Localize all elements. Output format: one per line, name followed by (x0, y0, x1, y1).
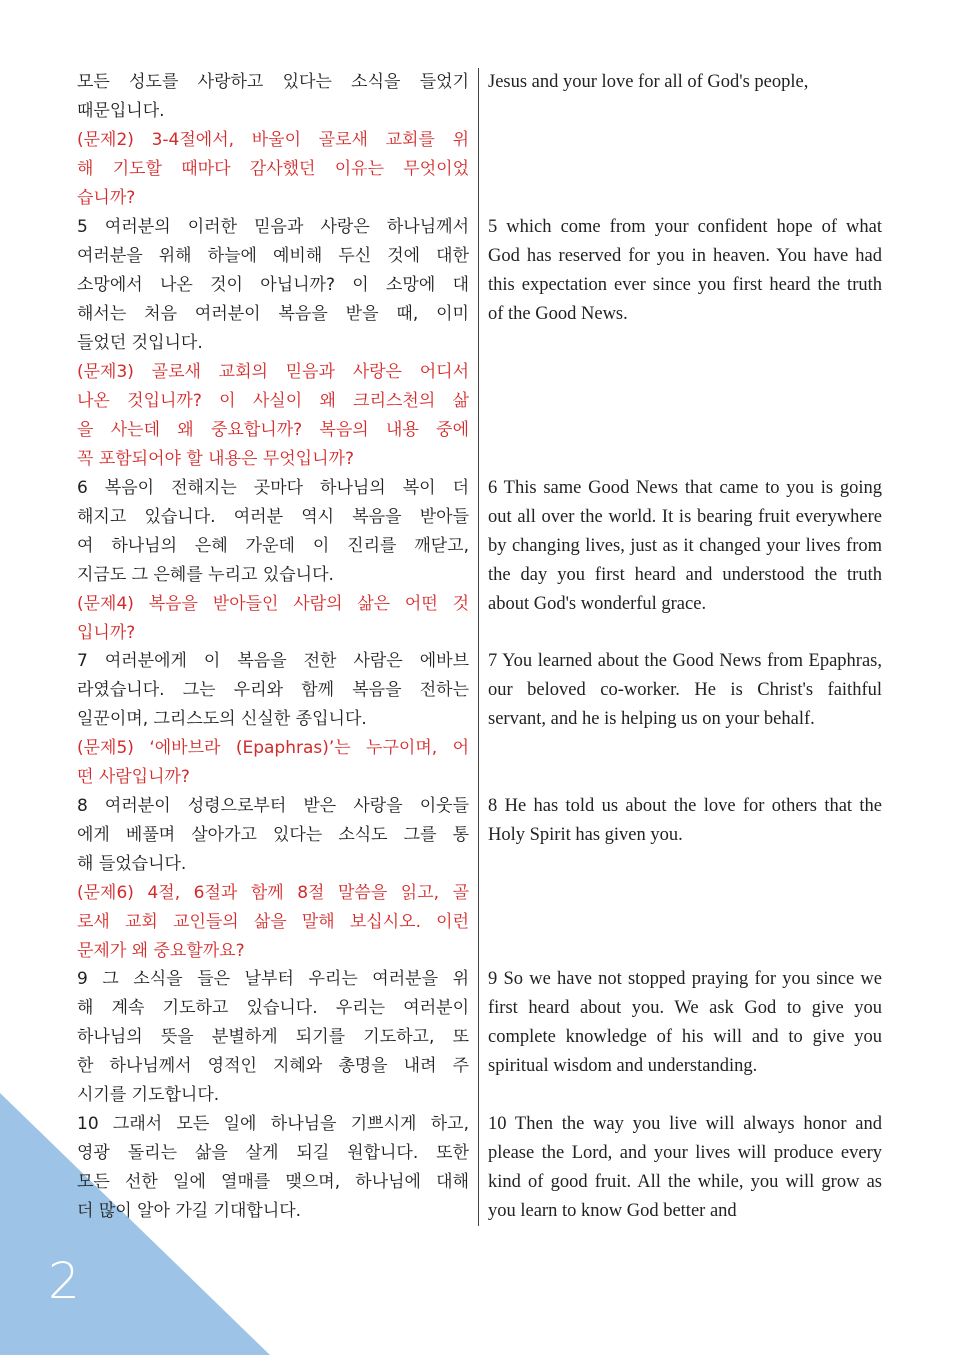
question-line: (문제6) 4절, 6절과 함께 8절 말씀을 읽고, 골 (77, 883, 469, 903)
question-line: 나온 것입니까? 이 사실이 왜 크리스천의 삶 (77, 391, 469, 411)
question-line: 습니까? (77, 188, 136, 208)
korean-line: 소망에서 나온 것이 아닙니까? 이 소망에 대 (77, 275, 469, 295)
korean-text (77, 1110, 469, 1226)
korean-line: 6 복음이 전해지는 곳마다 하나님의 복이 더 (77, 478, 469, 498)
english-text: 9 So we have not stopped praying for you since we first heard about you. We ask God to give you complete knowledge of his will and to give you spiritual wisdom and understanding. (488, 969, 882, 1076)
korean-line: 하나님의 뜻을 분별하게 되기를 기도하고, 또 (77, 1027, 469, 1047)
korean-line: 7 여러분에게 이 복음을 전한 사람은 에바브 (77, 651, 469, 671)
korean-line: 해 들었습니다. (77, 854, 187, 874)
question-line: (문제2) 3-4절에서, 바울이 골로새 교회를 위 (77, 130, 469, 150)
english-text: 5 which come from your confident hope of what God has reserved for you in heaven. You have had this expectation ever since you first heard the truth of the Good News. (488, 217, 882, 324)
korean-line: 에게 베풀며 살아가고 있다는 소식도 그를 통 (77, 825, 469, 845)
question-line: 을 사는데 왜 중요합니까? 복음의 내용 중에 (77, 420, 469, 440)
korean-line: 더 많이 알아 가길 기대합니다. (77, 1201, 302, 1221)
korean-line: 해서는 처음 여러분이 복음을 받을 때, 이미 (77, 304, 469, 324)
question-line: 떤 사람입니까? (77, 767, 190, 787)
korean-line: 해지고 있습니다. 여러분 역시 복음을 받아들 (77, 507, 469, 527)
korean-text (77, 68, 469, 213)
column-divider (478, 68, 479, 1226)
korean-line: 들었던 것입니다. (77, 333, 203, 353)
korean-text (77, 792, 469, 966)
english-text: 7 You learned about the Good News from Epaphras, our beloved co-worker. He is Christ's faithful servant, and he is helping us on your behalf. (488, 651, 882, 729)
question-line: 문제가 왜 중요할까요? (77, 941, 245, 961)
korean-text (77, 474, 469, 648)
korean-line: 해 계속 기도하고 있습니다. 우리는 여러분이 (77, 998, 469, 1018)
korean-line: 라였습니다. 그는 우리와 함께 복음을 전하는 (77, 680, 469, 700)
question-line: 입니까? (77, 623, 136, 643)
korean-line: 때문입니다. (77, 101, 165, 121)
page-number: 2 (48, 1252, 80, 1310)
korean-line: 영광 돌리는 삶을 살게 되길 원합니다. 또한 (77, 1143, 469, 1163)
korean-line: 5 여러분의 이러한 믿음과 사랑은 하나님께서 (77, 217, 469, 237)
english-text: 10 Then the way you live will always honor and please the Lord, and your lives will produce every kind of good fruit. All the while, you will grow as you learn to know God better and (488, 1114, 882, 1221)
korean-line: 9 그 소식을 들은 날부터 우리는 여러분을 위 (77, 969, 469, 989)
korean-text (77, 213, 469, 474)
korean-text (77, 647, 469, 792)
english-text: Jesus and your love for all of God's people, (488, 72, 809, 92)
english-text: 6 This same Good News that came to you is going out all over the world. It is bearing fruit everywhere by changing lives, just as it changed your lives from the day you first heard and understood the truth about God's wonderful grace. (488, 478, 882, 614)
korean-line: 일꾼이며, 그리스도의 신실한 종입니다. (77, 709, 367, 729)
korean-line: 지금도 그 은혜를 누리고 있습니다. (77, 565, 334, 585)
korean-line: 8 여러분이 성령으로부터 받은 사랑을 이웃들 (77, 796, 469, 816)
korean-line: 여 하나님의 은혜 가운데 이 진리를 깨닫고, (77, 536, 469, 556)
korean-line: 여러분을 위해 하늘에 예비해 두신 것에 대한 (77, 246, 469, 266)
korean-line: 모든 선한 일에 열매를 맺으며, 하나님에 대해 (77, 1172, 469, 1192)
korean-text (77, 965, 469, 1110)
question-line: (문제3) 골로새 교회의 믿음과 사랑은 어디서 (77, 362, 469, 382)
question-line: (문제5) ‘에바브라 (Epaphras)’는 누구이며, 어 (77, 738, 469, 758)
english-text: 8 He has told us about the love for others that the Holy Spirit has given you. (488, 796, 882, 845)
korean-line: 한 하나님께서 영적인 지혜와 총명을 내려 주 (77, 1056, 469, 1076)
question-line: 꼭 포함되어야 할 내용은 무엇입니까? (77, 449, 354, 469)
korean-line: 10 그래서 모든 일에 하나님을 기쁘시게 하고, (77, 1114, 469, 1134)
question-line: 로새 교회 교인들의 삶을 말해 보십시오. 이런 (77, 912, 469, 932)
korean-line: 시기를 기도합니다. (77, 1085, 220, 1105)
question-line: 해 기도할 때마다 감사했던 이유는 무엇이었 (77, 159, 469, 179)
korean-line: 모든 성도를 사랑하고 있다는 소식을 들었기 (77, 72, 469, 92)
question-line: (문제4) 복음을 받아들인 사람의 삶은 어떤 것 (77, 594, 469, 614)
